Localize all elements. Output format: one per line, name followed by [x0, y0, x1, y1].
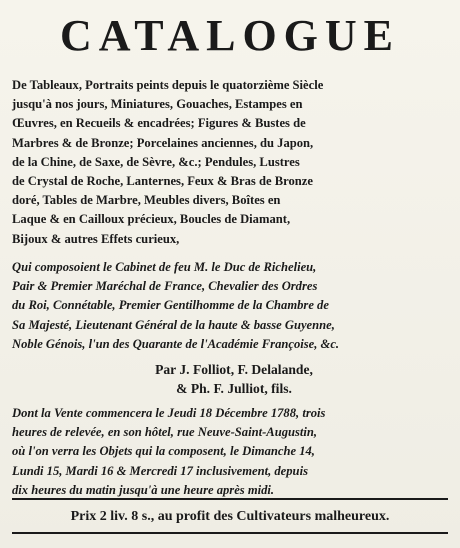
- provenance-line: Noble Génois, l'un des Quarante de l'Académie Françoise, &c.: [12, 336, 340, 351]
- experts-line: & Ph. F. Julliot, fils.: [176, 381, 292, 396]
- description-line: Œuvres, en Recueils & encadrées; Figures & Bustes de: [12, 116, 306, 131]
- description-line: Marbres & de Bronze; Porcelaines anciennes, du Japon,: [12, 135, 314, 150]
- sale-line: heures de relevée, en son hôtel, rue Neuve-Saint-Augustin,: [12, 425, 318, 440]
- description-line: de Crystal de Roche, Lanternes, Feux & Bras de Bronze: [12, 174, 313, 189]
- description-line: jusqu'à nos jours, Miniatures, Gouaches, Estampes en: [12, 97, 303, 112]
- description-line: Bijoux & autres Effets curieux,: [12, 231, 180, 246]
- provenance-line: Qui composoient le Cabinet de feu M. le Duc de Richelieu,: [12, 260, 317, 274]
- bottom-rule: [12, 532, 448, 534]
- description-line: Laque & en Cailloux précieux, Boucles de Diamant,: [12, 212, 291, 227]
- sale-line: Dont la Vente commencera le Jeudi 18 Décembre 1788, trois: [12, 406, 326, 420]
- sale-line: où l'on verra les Objets qui la composent, le Dimanche 14,: [12, 444, 315, 459]
- provenance-line: Sa Majesté, Lieutenant Général de la haute & basse Guyenne,: [12, 317, 335, 332]
- description-line: de la Chine, de Saxe, de Sèvre, &c.; Pendules, Lustres: [12, 154, 300, 169]
- price-line: Prix 2 liv. 8 s., au profit des Cultivateurs malheureux.: [70, 509, 390, 524]
- sale-line: Lundi 15, Mardi 16 & Mercredi 17 inclusivement, depuis: [12, 463, 308, 478]
- sale-line: dix heures du matin jusqu'à une heure après midi.: [12, 482, 275, 497]
- provenance-line: du Roi, Connétable, Premier Gentilhomme de la Chambre de: [12, 298, 329, 313]
- provenance-paragraph: [12, 258, 456, 354]
- top-rule: [12, 498, 448, 500]
- experts-line: Par J. Folliot, F. Delalande,: [155, 362, 313, 377]
- provenance-line: Pair & Premier Maréchal de France, Chevalier des Ordres: [12, 279, 318, 294]
- description-line: De Tableaux, Portraits peints depuis le quatorzième Siècle: [12, 78, 324, 92]
- sale-details-paragraph: [12, 404, 456, 500]
- catalogue-description: [12, 76, 456, 249]
- description-line: doré, Tables de Marbre, Meubles divers, Boîtes en: [12, 193, 281, 208]
- catalogue-title: CATALOGUE: [59, 11, 401, 60]
- experts-block: [12, 360, 456, 398]
